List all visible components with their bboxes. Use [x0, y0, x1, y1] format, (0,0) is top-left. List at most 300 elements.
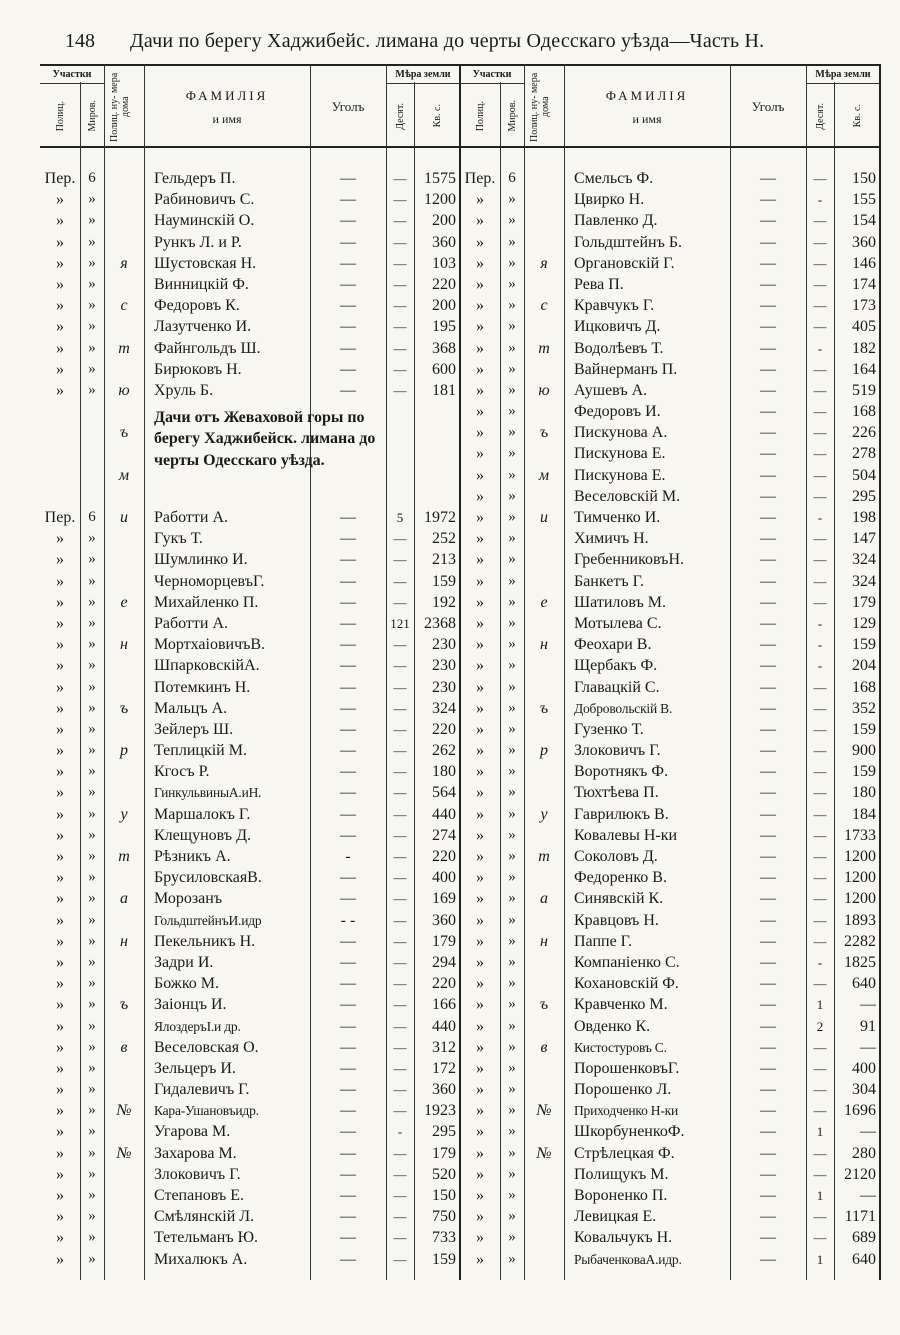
cell-des: — [393, 1103, 407, 1119]
cell-name: Шустовская Н. [154, 254, 257, 272]
cell-name: Лазутченко И. [154, 318, 252, 336]
table-row [460, 401, 880, 422]
cell-kv: 1200 [844, 848, 876, 865]
cell-mir: » [88, 742, 96, 759]
cell-kv: 440 [432, 805, 456, 823]
cell-kv: 159 [852, 636, 876, 654]
cell-ugol: — [760, 614, 776, 632]
cell-des: — [813, 171, 827, 186]
header-polits [40, 84, 80, 148]
cell-mir: » [88, 297, 96, 314]
cell-mir: » [508, 1059, 516, 1076]
cell-ugol: — [340, 572, 356, 590]
cell-dom: у [540, 805, 548, 823]
cell-dom: р [120, 742, 128, 760]
section-heading-line: берегу Хаджибейск. лимана до [154, 430, 376, 448]
cell-des: — [393, 764, 407, 780]
cell-des: — [393, 849, 407, 864]
table-row [460, 168, 880, 189]
cell-ugol: — [760, 1038, 776, 1056]
cell-name: Тюхтѣева П. [574, 784, 659, 802]
cell-ugol: — [760, 318, 776, 336]
header-ugol: Уголъ [331, 99, 365, 114]
cell-kv: 220 [432, 848, 456, 865]
table-row [40, 486, 460, 507]
cell-ugol: — [760, 678, 776, 696]
cell-kv: 198 [852, 509, 876, 526]
cell-name: Злоковичъ Г. [154, 1165, 241, 1183]
cell-kv: 1893 [844, 911, 876, 929]
cell-ugol: — [760, 466, 776, 484]
cell-kv: 150 [432, 1187, 456, 1204]
cell-ugol: — [760, 212, 776, 230]
table-row [460, 740, 880, 761]
cell-mir: » [88, 1187, 96, 1203]
cell-mir: » [508, 763, 516, 780]
table-row [460, 422, 880, 443]
cell-des: — [393, 573, 407, 589]
cell-des: — [393, 743, 407, 759]
cell-ugol: — [760, 1229, 776, 1247]
table-row [40, 740, 460, 761]
cell-mir: » [88, 953, 96, 970]
cell-pol: » [56, 699, 64, 717]
cell-pol: » [56, 1187, 64, 1204]
cell-pol: » [476, 381, 484, 399]
cell-name: Тимченко И. [574, 509, 661, 526]
cell-ugol: — [760, 720, 776, 738]
cell-des: — [393, 1145, 407, 1161]
cell-mir: » [508, 318, 516, 335]
cell-kv: 168 [852, 403, 876, 421]
cell-mir: » [88, 996, 96, 1013]
table-row [40, 1164, 460, 1185]
cell-mir: » [88, 763, 96, 780]
header-familiya-label: ФАМИЛІЯ [605, 87, 689, 103]
cell-pol: » [476, 911, 484, 929]
cell-des: — [813, 319, 827, 335]
header-kv-s [834, 84, 880, 148]
cell-pol: » [56, 191, 64, 209]
cell-des: — [393, 912, 407, 928]
cell-ugol: — [760, 742, 776, 760]
cell-pol: » [56, 763, 64, 781]
cell-des: — [393, 319, 407, 335]
table-right-half [460, 64, 880, 1280]
cell-mir: » [508, 445, 516, 462]
cell-des: - [817, 658, 823, 674]
cell-pol: » [56, 742, 64, 760]
cell-des: — [813, 806, 827, 822]
cell-pol: » [56, 932, 64, 950]
cell-mir: » [508, 1165, 516, 1182]
cell-name: Рева П. [574, 275, 624, 293]
cell-des: 1 [816, 1251, 824, 1267]
cell-des: 1 [816, 1124, 824, 1140]
cell-name: Пекельникъ Н. [154, 932, 256, 950]
header-polits-label: Полиц. [54, 100, 66, 132]
cell-des: 5 [396, 510, 404, 525]
cell-kv: 360 [432, 233, 456, 251]
header-mirov [80, 84, 104, 148]
cell-mir: » [88, 826, 96, 843]
cell-kv: 179 [852, 593, 876, 611]
cell-ugol: — [340, 953, 356, 971]
cell-name: Зельцеръ И. [154, 1059, 236, 1077]
cell-dom: с [540, 297, 548, 315]
header-desyat-label: Десят. [814, 102, 826, 130]
cell-des: — [393, 192, 407, 208]
cell-name: Гузенко Т. [574, 720, 644, 738]
cell-ugol: — [340, 318, 356, 336]
cell-ugol: — [340, 233, 356, 251]
cell-name: Гельдеръ П. [154, 170, 236, 187]
cell-des: — [393, 1082, 407, 1098]
cell-mir: » [88, 1038, 96, 1055]
cell-dom: в [120, 1038, 128, 1056]
header-mera-zemli: Мѣра земли [806, 66, 880, 84]
header-familiya-label: ФАМИЛІЯ [185, 87, 269, 103]
cell-kv: 352 [852, 699, 876, 717]
cell-pol: » [476, 254, 484, 272]
cell-kv: 179 [432, 1144, 456, 1162]
cell-des: — [813, 425, 827, 441]
table-row [460, 253, 880, 274]
cell-kv: — [860, 996, 876, 1014]
cell-kv: 1733 [844, 826, 876, 844]
cell-pol: » [56, 1102, 64, 1120]
cell-pol: » [476, 1187, 484, 1204]
cell-pol: » [56, 784, 64, 802]
cell-pol: » [56, 381, 64, 399]
table-row [460, 825, 880, 846]
cell-des: — [813, 1103, 827, 1119]
cell-kv: 180 [852, 784, 876, 802]
cell-mir: » [508, 996, 516, 1013]
cell-mir: » [508, 911, 516, 928]
header-kv-s [414, 84, 460, 148]
cell-dom: ъ [539, 996, 549, 1014]
cell-kv: 564 [432, 784, 456, 802]
cell-kv: 173 [852, 297, 876, 315]
cell-kv: 220 [432, 975, 456, 993]
cell-kv: 324 [432, 699, 456, 717]
cell-des: — [393, 700, 407, 716]
cell-dom: ю [118, 381, 130, 399]
cell-des: — [813, 446, 827, 462]
cell-ugol: — [760, 530, 776, 548]
cell-pol: » [476, 826, 484, 844]
cell-pol: » [56, 1017, 64, 1035]
cell-mir: » [88, 911, 96, 928]
table-row [40, 1143, 460, 1164]
cell-des: — [813, 785, 827, 801]
cell-pol: » [476, 593, 484, 611]
table-row [460, 338, 880, 359]
cell-des: — [393, 1251, 407, 1267]
cell-des: - [817, 510, 823, 525]
cell-ugol: — [760, 551, 776, 569]
cell-kv: 159 [852, 763, 876, 781]
cell-mir: » [88, 1102, 96, 1119]
cell-name: ГребенниковъН. [574, 551, 685, 569]
cell-kv: 159 [432, 572, 456, 590]
page-title: Дачи по берегу Хаджибейс. лимана до черты Одесскаго уѣзда—Часть Н. [130, 30, 765, 52]
table-row [460, 1227, 880, 1248]
cell-pol: » [476, 1208, 484, 1226]
cell-name: Феохари В. [574, 636, 652, 654]
cell-dom: т [538, 339, 550, 357]
cell-pol: » [476, 975, 484, 993]
table-row [40, 338, 460, 359]
cell-pol: » [476, 445, 484, 463]
cell-ugol: — [340, 763, 356, 781]
cell-pol: » [476, 403, 484, 421]
cell-des: — [813, 573, 827, 589]
table-row [460, 1100, 880, 1121]
cell-des: - [817, 340, 823, 356]
cell-name: Пискунова Е. [574, 445, 666, 463]
table-row [460, 994, 880, 1015]
cell-name: Павленко Д. [574, 212, 658, 230]
cell-name: Кравченко М. [574, 996, 668, 1014]
cell-kv: 1200 [424, 191, 456, 209]
cell-ugol: — [340, 869, 356, 887]
cell-mir: » [508, 551, 516, 568]
table-row [460, 634, 880, 655]
table-row [40, 634, 460, 655]
cell-ugol: — [340, 1123, 356, 1141]
cell-dom: е [540, 593, 548, 611]
cell-name: ПорошенковъГ. [574, 1059, 680, 1077]
cell-mir: » [88, 1081, 96, 1098]
cell-ugol: — [760, 1102, 776, 1120]
cell-kv: 640 [852, 1250, 876, 1268]
cell-ugol: — [340, 275, 356, 293]
cell-ugol: — [340, 1038, 356, 1056]
cell-des: — [393, 1230, 407, 1246]
cell-dom: м [538, 466, 550, 484]
cell-kv: 230 [432, 678, 456, 696]
cell-pol: » [476, 614, 484, 632]
cell-pol: » [476, 466, 484, 484]
cell-name: Федоровъ И. [574, 403, 661, 421]
table-row [460, 1079, 880, 1100]
cell-name: Работти А. [154, 509, 229, 526]
header-kv-s-label: Кв. с. [431, 104, 443, 128]
cell-des: — [393, 933, 407, 949]
cell-des: — [393, 997, 407, 1013]
cell-name: Кравцовъ Н. [574, 911, 659, 929]
cell-dom: № [536, 1102, 552, 1120]
registry-table [40, 64, 880, 1280]
cell-ugol: — [340, 720, 356, 738]
cell-des: — [813, 1039, 827, 1055]
cell-des: — [393, 298, 407, 314]
cell-ugol: — [760, 1017, 776, 1035]
cell-pol: » [476, 191, 484, 209]
cell-kv: 226 [852, 424, 876, 442]
table-row [40, 507, 460, 528]
cell-mir: » [88, 805, 96, 822]
cell-name: Задри И. [154, 953, 214, 971]
table-row [40, 1227, 460, 1248]
cell-ugol: — [340, 509, 356, 526]
cell-pol: » [476, 360, 484, 378]
table-row [460, 380, 880, 401]
cell-des: — [393, 1166, 407, 1182]
cell-pol: » [476, 953, 484, 971]
cell-ugol: — [760, 932, 776, 950]
cell-dom: и [120, 509, 128, 526]
cell-ugol: — [340, 1250, 356, 1268]
cell-ugol: — [760, 381, 776, 399]
cell-pol: » [476, 297, 484, 315]
cell-pol: » [476, 487, 484, 505]
cell-pol: » [476, 1059, 484, 1077]
cell-des: — [393, 552, 407, 568]
cell-des: — [813, 488, 827, 504]
cell-mir: » [88, 1250, 96, 1267]
cell-name: Компаніенко С. [574, 953, 680, 971]
table-row [460, 655, 880, 676]
cell-ugol: — [760, 699, 776, 717]
table-row [460, 1249, 880, 1270]
cell-kv: 195 [432, 318, 456, 336]
cell-kv: 274 [432, 826, 456, 844]
cell-des: — [813, 1082, 827, 1098]
cell-mir: » [508, 1144, 516, 1161]
cell-name: Работти А. [154, 614, 229, 632]
cell-mir: » [508, 1123, 516, 1140]
cell-ugol: — [760, 1144, 776, 1162]
cell-mir: » [88, 381, 96, 398]
cell-name: Веселовская О. [154, 1038, 259, 1056]
cell-ugol: — [760, 890, 776, 908]
cell-name: Клещуновъ Д. [154, 826, 251, 844]
cell-des: — [813, 382, 827, 398]
cell-name: Кистостуровъ С. [574, 1039, 667, 1055]
cell-name: Теплицкій М. [154, 742, 247, 760]
cell-ugol: — [340, 297, 356, 315]
cell-des: - [817, 615, 823, 631]
cell-ugol: — [760, 1059, 776, 1077]
cell-kv: 182 [852, 339, 876, 357]
cell-mir: » [508, 233, 516, 250]
cell-ugol: — [340, 1229, 356, 1247]
table-row [460, 189, 880, 210]
cell-des: — [393, 171, 407, 186]
cell-name: Потемкинъ Н. [154, 678, 251, 696]
cell-kv: — [860, 1187, 876, 1204]
cell-ugol: — [760, 572, 776, 590]
table-row [40, 210, 460, 231]
cell-name: Химичъ Н. [574, 530, 649, 548]
cell-kv: 230 [432, 657, 456, 675]
table-row [460, 465, 880, 486]
cell-mir: » [88, 318, 96, 335]
cell-pol: » [476, 1165, 484, 1183]
cell-kv: 368 [432, 339, 456, 357]
cell-name: Маршалокъ Г. [154, 805, 251, 823]
cell-mir: » [508, 869, 516, 886]
cell-des: — [813, 298, 827, 314]
cell-name: Злоковичъ Г. [574, 742, 661, 760]
cell-ugol: — [340, 784, 356, 802]
cell-pol: » [476, 1038, 484, 1056]
cell-kv: 400 [852, 1059, 876, 1077]
cell-mir: » [508, 1081, 516, 1098]
cell-mir: » [88, 1123, 96, 1140]
cell-dom: я [120, 254, 128, 272]
cell-des: — [393, 234, 407, 250]
cell-des: — [813, 933, 827, 949]
table-row [460, 316, 880, 337]
cell-ugol: — [340, 826, 356, 844]
cell-mir: » [88, 191, 96, 208]
header-familiya [144, 66, 310, 148]
cell-pol: Пер. [44, 509, 76, 526]
cell-mir: » [88, 551, 96, 568]
cell-kv: 220 [432, 720, 456, 738]
header-familiya [564, 66, 730, 148]
cell-pol: » [476, 742, 484, 760]
table-row [40, 316, 460, 337]
cell-dom: т [538, 848, 550, 865]
cell-kv: 1200 [844, 869, 876, 887]
table-row [40, 698, 460, 719]
cell-kv: 2120 [844, 1165, 876, 1183]
cell-pol: » [56, 657, 64, 675]
cell-ugol: — [340, 360, 356, 378]
cell-name: Ковальчукъ Н. [574, 1229, 673, 1247]
cell-mir: » [88, 614, 96, 631]
cell-name: Цвирко Н. [574, 191, 645, 209]
table-row [40, 910, 460, 931]
cell-kv: 1972 [424, 509, 456, 526]
cell-mir: » [508, 784, 516, 801]
cell-kv: 174 [852, 275, 876, 293]
cell-pol: » [476, 212, 484, 230]
cell-pol: » [476, 1144, 484, 1162]
table-left-half [40, 64, 460, 1280]
cell-mir: » [88, 1017, 96, 1034]
cell-name: БрусиловскаяВ. [154, 869, 262, 887]
cell-kv: 150 [852, 170, 876, 187]
cell-des: — [813, 700, 827, 716]
cell-pol: » [56, 297, 64, 315]
table-row [40, 846, 460, 867]
cell-ugol: — [760, 1165, 776, 1183]
cell-pol: Пер. [44, 170, 76, 187]
cell-pol: » [56, 1059, 64, 1077]
cell-kv: 213 [432, 551, 456, 569]
cell-pol: » [56, 593, 64, 611]
section-heading-line: черты Одесскаго уѣзда. [154, 451, 325, 469]
cell-pol: » [56, 572, 64, 590]
cell-ugol: — [760, 254, 776, 272]
table-row [40, 719, 460, 740]
cell-des: — [393, 1018, 407, 1034]
cell-mir: » [508, 381, 516, 398]
table-row [40, 1249, 460, 1270]
cell-ugol: — [760, 953, 776, 971]
cell-pol: » [476, 1123, 484, 1141]
cell-mir: » [508, 487, 516, 504]
cell-kv: 159 [852, 720, 876, 738]
cell-mir: » [508, 360, 516, 377]
cell-des: — [393, 1060, 407, 1076]
